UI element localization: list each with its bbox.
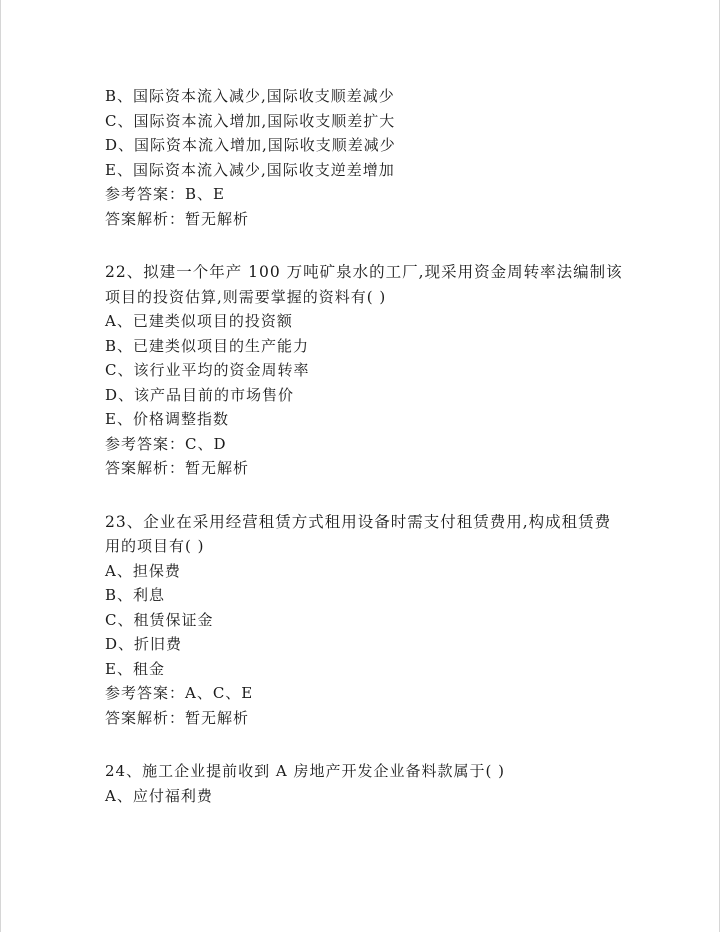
option-d: D、该产品目前的市场售价 [105,385,295,404]
reference-answer: 参考答案：A、C、E [105,684,254,702]
page-content [105,84,625,808]
answer-analysis: 答案解析：暂无解析 [105,209,250,228]
reference-answer: 参考答案：B、E [105,185,225,203]
question-stem-line-1: 23、企业在采用经营租赁方式租用设备时需支付租赁费用,构成租赁费 [105,512,612,531]
answer-analysis: 答案解析：暂无解析 [105,708,250,727]
option-c: C、该行业平均的资金周转率 [105,361,310,379]
option-d: D、国际资本流入增加,国际收支顺差减少 [105,136,396,154]
question-stem-line-1: 24、施工企业提前收到 A 房地产开发企业备料款属于( ) [105,762,505,780]
option-b: B、利息 [105,586,166,604]
question-23 [105,510,625,731]
option-a: A、应付福利费 [105,786,213,805]
option-d: D、折旧费 [105,635,183,653]
option-c: C、租赁保证金 [105,610,214,629]
option-b: B、已建类似项目的生产能力 [105,336,310,355]
question-stem-line-2: 项目的投资估算,则需要掌握的资料有( ) [105,287,387,306]
reference-answer: 参考答案：C、D [105,434,227,453]
option-b: B、国际资本流入减少,国际收支顺差减少 [105,87,395,105]
question-22 [105,260,625,481]
option-e: E、租金 [105,659,165,678]
option-a: A、担保费 [105,561,181,580]
option-e: E、国际资本流入减少,国际收支逆差增加 [105,160,395,179]
option-e: E、价格调整指数 [105,410,229,428]
question-24 [105,759,625,808]
answer-analysis: 答案解析：暂无解析 [105,459,250,477]
question-stem-line-2: 用的项目有( ) [105,537,205,555]
question-stem-line-1: 22、拟建一个年产 100 万吨矿泉水的工厂,现采用资金周转率法编制该 [105,263,623,281]
option-a: A、已建类似项目的投资额 [105,312,293,330]
option-c: C、国际资本流入增加,国际收支顺差扩大 [105,111,396,130]
question-21-continued [105,84,625,231]
